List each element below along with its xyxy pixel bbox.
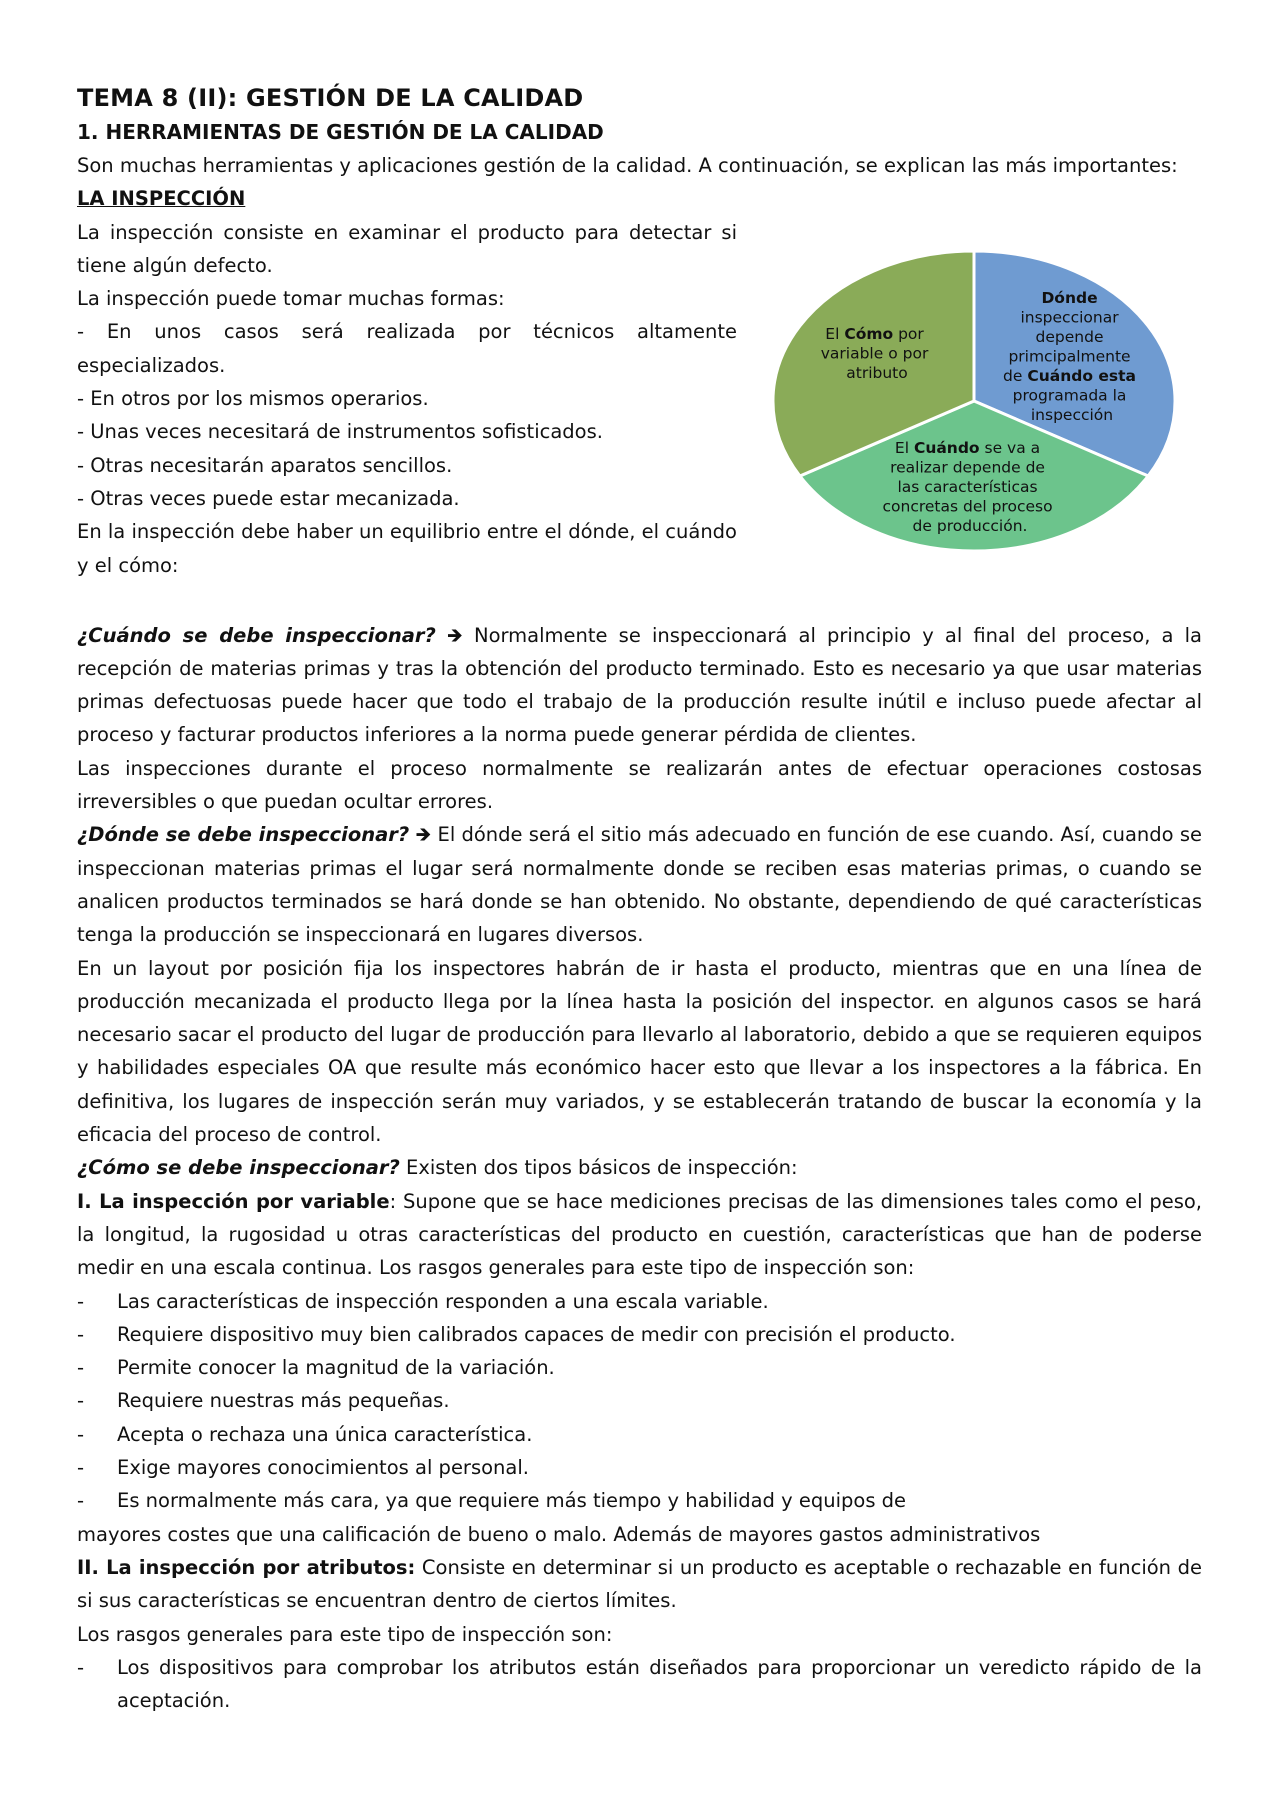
inspeccion-block <box>77 216 1202 619</box>
list-item <box>77 1451 1202 1484</box>
paragraph: Las inspecciones durante el proceso normalmente se realizarán antes de efectuar operaciones costosas irreversibles o que puedan ocultar errores. <box>77 756 1202 814</box>
variable-paragraph <box>77 1185 1202 1285</box>
paragraph: La inspección consiste en examinar el producto para detectar si tiene algún defecto. <box>77 220 737 277</box>
arrow-icon: 🡺 <box>447 623 463 647</box>
paragraph: mayores costes que una calificación de bueno o malo. Además de mayores gastos administrativos <box>77 1522 1041 1546</box>
list-item-text: Los dispositivos para comprobar los atributos están diseñados para proporcionar un veredicto rápido de la aceptación. <box>117 1655 1202 1713</box>
inspeccion-text-column <box>77 216 737 582</box>
paragraph: La inspección puede tomar muchas formas: <box>77 287 505 311</box>
list-item <box>77 1651 1202 1718</box>
pie-label-como: El Cómo por variable o por atributo <box>820 324 929 382</box>
list-item-text: Permite conocer la magnitud de la variación. <box>117 1356 555 1380</box>
variable-list <box>77 1285 1202 1518</box>
bullet-dash: - <box>77 1422 85 1446</box>
bullet-dash: - <box>77 1356 85 1380</box>
list-item <box>77 1384 1202 1417</box>
list-item <box>77 1351 1202 1384</box>
paragraph-text: Normalmente se inspeccionará al principio y al final del proceso, a la recepción de materias primas y tras la obtención del producto terminado. Esto es necesario ya que usar materias primas defectuosas puede hacer que todo el trabajo de la producción resulte inútil e incluso puede afectar al proceso y facturar productos inferiores a la norma puede generar pérdida de clientes. <box>77 623 1203 747</box>
list-item-text: Las características de inspección responden a una escala variable. <box>117 1289 769 1313</box>
bullet-dash: - <box>77 1389 85 1413</box>
list-item-text: Requiere dispositivo muy bien calibrados capaces de medir con precisión el producto. <box>117 1322 956 1346</box>
list-item <box>77 1418 1202 1451</box>
como-paragraph <box>77 1151 1202 1184</box>
document-body <box>77 80 1202 1717</box>
atributos-list <box>77 1651 1202 1718</box>
bullet-dash: - <box>77 1322 85 1346</box>
variable-heading: I. La inspección por variable <box>77 1189 390 1213</box>
list-item <box>77 1318 1202 1351</box>
list-item <box>77 1285 1202 1318</box>
intro-paragraph: Son muchas herramientas y aplicaciones gestión de la calidad. A continuación, se explican las más importantes: <box>77 154 1178 177</box>
paragraph: En la inspección debe haber un equilibrio entre el dónde, el cuándo y el cómo: <box>77 520 737 577</box>
section-heading: 1. HERRAMIENTAS DE GESTIÓN DE LA CALIDAD <box>77 120 604 144</box>
inspection-pie-diagram <box>771 236 1207 586</box>
list-item: - Unas veces necesitará de instrumentos sofisticados. <box>77 420 603 444</box>
list-item-text: Requiere nuestras más pequeñas. <box>117 1389 450 1413</box>
atributos-heading: II. La inspección por atributos: <box>77 1555 416 1579</box>
atributos-paragraph <box>77 1551 1202 1618</box>
arrow-icon: 🡺 <box>415 823 432 847</box>
list-item <box>77 1484 1202 1517</box>
pie-label-donde: Dónde inspeccionar depende primcipalmente de Cuándo esta programada la inspección <box>1003 288 1137 424</box>
paragraph-text: El dónde será el sitio más adecuado en función de ese cuando. Así, cuando se inspeccionan materias primas el lugar será normalmente donde se reciben esas materias primas, o cuando se analicen productos terminados se hará donde se han obtenido. No obstante, dependiendo de qué características tenga la producción se inspeccionará en lugares diversos. <box>77 823 1202 947</box>
bullet-dash: - <box>77 1289 85 1313</box>
bullet-dash: - <box>77 1489 85 1513</box>
paragraph-text: Consiste en determinar si un producto es aceptable o rechazable en función de si sus características se encuentran dentro de ciertos límites. <box>77 1555 1202 1613</box>
list-item: - Otras necesitarán aparatos sencillos. <box>77 453 453 477</box>
page-title: TEMA 8 (II): GESTIÓN DE LA CALIDAD <box>77 84 584 112</box>
donde-question: ¿Dónde se debe inspeccionar? <box>77 823 410 847</box>
paragraph: En un layout por posición fija los inspectores habrán de ir hasta el producto, mientras que en una línea de producción mecanizada el producto llega por la línea hasta la posición del inspector. en algunos casos se hará necesario sacar el producto del lugar de producción para llevarlo al laboratorio, debido a que se requieren equipos y habilidades especiales OA que resulte más económico hacer esto que llevar a los inspectores a la fábrica. En definitiva, los lugares de inspección serán muy variados, y se establecerán tratando de buscar la economía y la eficacia del proceso de control. <box>77 956 1202 1147</box>
list-item: - En unos casos será realizada por técnicos altamente especializados. <box>77 320 737 377</box>
paragraph: Los rasgos generales para este tipo de inspección son: <box>77 1622 613 1646</box>
donde-paragraph <box>77 818 1202 951</box>
paragraph-text: : Supone que se hace mediciones precisas de las dimensiones tales como el peso, la longitud, la rugosidad u otras características del producto en cuestión, características que han de poderse medir en una escala continua. Los rasgos generales para este tipo de inspección son: <box>77 1189 1203 1280</box>
inspeccion-heading: LA INSPECCIÓN <box>77 187 246 211</box>
bullet-dash: - <box>77 1655 85 1679</box>
list-item-text: Exige mayores conocimientos al personal. <box>117 1456 529 1480</box>
cuando-paragraph <box>77 619 1202 752</box>
cuando-question: ¿Cuándo se debe inspeccionar? <box>77 623 436 647</box>
pie-label-cuando: El Cuándo se va a realizar depende de las características concretas del proceso de producción. <box>882 438 1053 535</box>
list-item: - En otros por los mismos operarios. <box>77 387 429 411</box>
bullet-dash: - <box>77 1456 85 1480</box>
paragraph-text: Existen dos tipos básicos de inspección: <box>399 1156 798 1180</box>
list-item-text: Acepta o rechaza una única característica. <box>117 1422 533 1446</box>
list-item-text: Es normalmente más cara, ya que requiere más tiempo y habilidad y equipos de <box>117 1489 907 1513</box>
list-item: - Otras veces puede estar mecanizada. <box>77 486 460 510</box>
como-question: ¿Cómo se debe inspeccionar? <box>77 1156 400 1180</box>
